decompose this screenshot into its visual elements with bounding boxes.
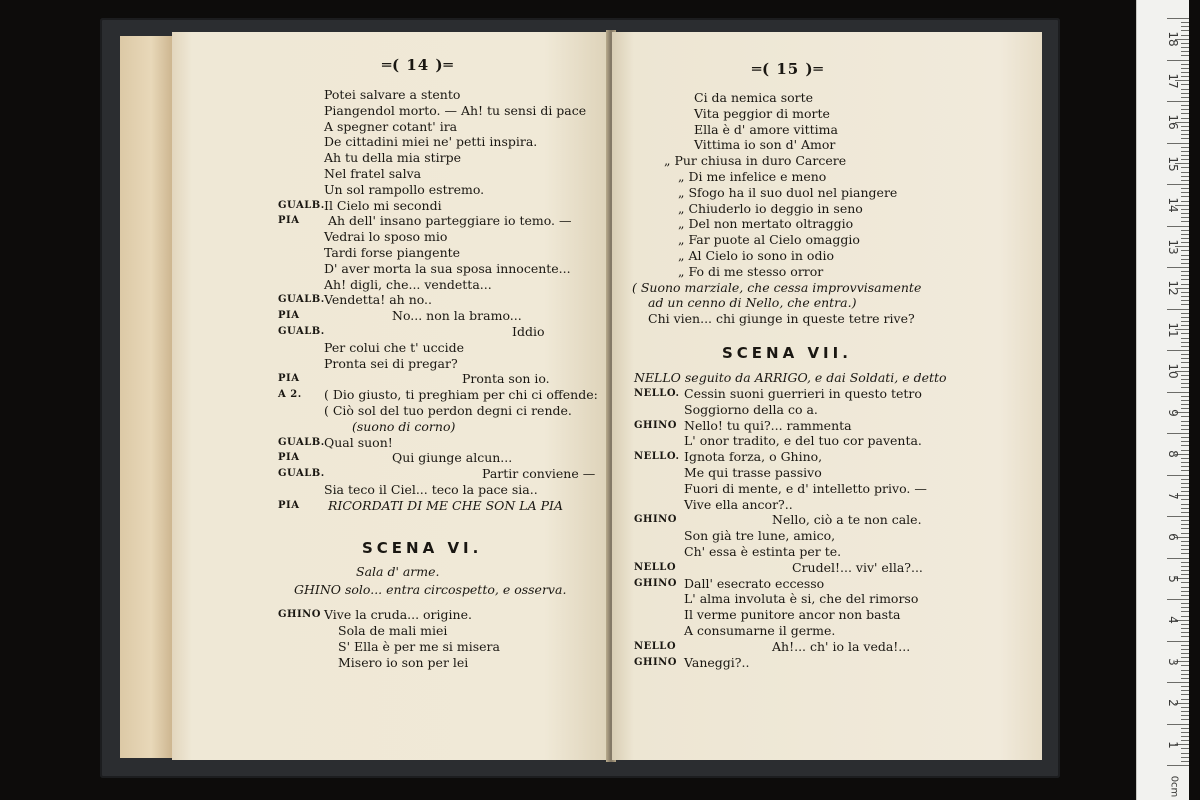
ruler-tick: [1167, 101, 1189, 102]
ruler-label: 1: [1166, 740, 1180, 749]
ruler-tick: [1181, 504, 1189, 505]
verse-line: Fuori di mente, e d' intelletto privo. —: [684, 480, 927, 496]
ruler-tick: [1167, 350, 1189, 351]
ruler-tick: [1181, 470, 1189, 471]
ruler-tick: [1181, 172, 1189, 173]
verse-line: Son già tre lune, amico,: [684, 528, 836, 544]
ruler-tick: [1181, 524, 1189, 525]
verse-line: (suono di corno): [352, 418, 456, 434]
ruler-tick: [1181, 674, 1189, 675]
ruler-tick: [1181, 151, 1189, 152]
ruler-tick: [1181, 653, 1189, 654]
ruler-tick: [1181, 611, 1189, 612]
verse-line: Vive la cruda... origine.: [324, 607, 472, 622]
ruler-label: 2: [1166, 699, 1180, 707]
ruler-tick: [1181, 379, 1189, 380]
verse-line: Sia teco il Ciel... teco la pace sia..: [324, 482, 538, 497]
verse-line: ( Suono marziale, che cessa improvvisamente: [632, 279, 922, 295]
page-number: ═( 14 )═: [382, 56, 454, 74]
speaker-label: GHINO: [278, 609, 322, 620]
ruler-tick: [1181, 458, 1189, 459]
verse-line: Un sol rampollo estremo.: [324, 181, 485, 197]
ruler-tick: [1181, 279, 1189, 280]
ruler-tick: [1181, 487, 1189, 488]
verse-line: L' onor tradito, e del tuo cor paventa.: [684, 433, 922, 449]
ruler-tick: [1181, 338, 1189, 339]
page-number: ═( 15 )═: [752, 60, 824, 78]
ruler-tick: [1167, 599, 1189, 600]
verse-line: Ah tu della mia stirpe: [324, 150, 462, 166]
ruler-tick: [1181, 387, 1189, 388]
ruler-tick: [1181, 271, 1189, 272]
ruler-tick: [1181, 628, 1189, 629]
speaker-label: NELLO: [634, 561, 677, 573]
ruler-tick: [1181, 188, 1189, 189]
verse-line: Pronta sei di pregar?: [324, 355, 458, 371]
ruler-tick: [1181, 304, 1189, 305]
ruler-tick: [1167, 60, 1189, 61]
speaker-label: GUALB.: [278, 436, 325, 448]
ruler-tick: [1181, 196, 1189, 197]
verse-line: Chi vien... chi giunge in queste tetre rive?: [648, 311, 915, 327]
verse-line: Il verme punitore ancor non basta: [684, 607, 901, 623]
ruler-tick: [1181, 55, 1189, 56]
ruler-tick: [1181, 670, 1189, 671]
verse-line: Nello, ciò a te non cale.: [772, 512, 922, 528]
verse-line: Ch' essa è estinta per te.: [684, 544, 842, 559]
verse-line: D' aver morta la sua sposa innocente...: [324, 260, 571, 276]
verse-line: Vive ella ancor?..: [684, 496, 793, 512]
ruler-tick: [1181, 566, 1189, 567]
verse-line: Me qui trasse passivo: [684, 465, 822, 480]
verse-line: Pronta son io.: [462, 371, 550, 387]
ruler-tick: [1181, 259, 1189, 260]
ruler-tick: [1181, 607, 1189, 608]
ruler-tick: [1181, 68, 1189, 69]
ruler-tick: [1181, 321, 1189, 322]
ruler-tick: [1181, 383, 1189, 384]
ruler-tick: [1181, 147, 1189, 148]
verse-line: Piangendol morto. — Ah! tu sensi di pace: [324, 102, 587, 118]
ruler-tick: [1181, 176, 1189, 177]
ruler-tick: [1181, 736, 1189, 737]
ruler-tick: [1181, 333, 1189, 334]
ruler-tick: [1181, 64, 1189, 65]
verse-line: „ Far puote al Cielo omaggio: [678, 232, 860, 248]
ruler-tick: [1181, 632, 1189, 633]
verse-line: Qual suon!: [324, 434, 393, 450]
ruler-tick: [1181, 342, 1189, 343]
ruler-label: 4: [1166, 616, 1180, 624]
ruler-tick: [1181, 562, 1189, 563]
ruler-label: 9: [1166, 408, 1180, 417]
verse-line: Vittima io son d' Amor: [694, 137, 836, 153]
ruler-tick: [1181, 375, 1189, 376]
ruler-tick: [1181, 508, 1189, 509]
verse-line: Dall' esecrato eccesso: [684, 575, 825, 591]
ruler-label: 3: [1166, 657, 1180, 666]
verse-line: Il Cielo mi secondi: [324, 197, 442, 213]
verse-line: „ Chiuderlo io deggio in seno: [678, 200, 863, 216]
ruler-tick: [1181, 255, 1189, 256]
ruler-tick: [1181, 591, 1189, 592]
ruler-tick: [1181, 587, 1189, 588]
scene-place: Sala d' arme.: [356, 564, 440, 579]
speaker-label: NELLO.: [634, 451, 680, 463]
ruler-tick: [1181, 167, 1189, 168]
ruler-tick: [1181, 553, 1189, 554]
ruler-tick: [1181, 238, 1189, 239]
verse-line: „ Sfogo ha il suo duol nel piangere: [678, 184, 898, 200]
ruler-tick: [1167, 765, 1189, 766]
ruler-tick: [1181, 450, 1189, 451]
ruler-tick: [1181, 603, 1189, 604]
ruler-tick: [1181, 479, 1189, 480]
ruler-tick: [1181, 421, 1189, 422]
ruler-tick: [1181, 43, 1189, 44]
verse-line: Ci da nemica sorte: [694, 90, 814, 105]
ruler-tick: [1181, 362, 1189, 363]
ruler-tick: [1181, 694, 1189, 695]
ruler-tick: [1181, 748, 1189, 749]
ruler-label: 15: [1166, 155, 1180, 172]
verse-line: De cittadini miei ne' petti inspira.: [324, 134, 538, 150]
ruler-tick: [1181, 296, 1189, 297]
ruler-tick: [1181, 466, 1189, 467]
ruler-tick: [1181, 275, 1189, 276]
ruler-tick: [1181, 396, 1189, 397]
ruler-tick: [1181, 118, 1189, 119]
ruler-tick: [1181, 520, 1189, 521]
ruler-tick: [1181, 711, 1189, 712]
ruler-tick: [1181, 761, 1189, 762]
ruler-tick: [1181, 757, 1189, 758]
verse-line: Ah! digli, che... vendetta...: [324, 276, 492, 292]
ruler-label: 11: [1166, 321, 1180, 338]
verse-line: RICORDATI DI ME CHE SON LA PIA: [328, 497, 563, 513]
ruler-tick: [1181, 325, 1189, 326]
ruler-tick: [1167, 309, 1189, 310]
ruler-tick: [1181, 636, 1189, 637]
ruler-tick: [1167, 516, 1189, 517]
ruler-tick: [1167, 475, 1189, 476]
ruler-tick: [1181, 645, 1189, 646]
speaker-label: GUALB.: [278, 199, 325, 211]
ruler-tick: [1181, 574, 1189, 575]
verse-line: Soggiorno della co a.: [684, 401, 818, 417]
ruler-tick: [1181, 753, 1189, 754]
ruler-tick: [1181, 582, 1189, 583]
verse-line: ad un cenno di Nello, che entra.): [648, 295, 857, 311]
ruler-tick: [1181, 313, 1189, 314]
ruler-tick: [1181, 570, 1189, 571]
ruler-tick: [1181, 213, 1189, 214]
page-edges: [120, 36, 172, 758]
ruler-tick: [1181, 678, 1189, 679]
ruler-label: 17: [1166, 72, 1180, 89]
verse-line: Misero io son per lei: [338, 655, 469, 670]
ruler-label: 7: [1166, 491, 1180, 500]
speaker-label: GUALB.: [278, 326, 325, 337]
ruler-unit: 0cm: [1168, 775, 1180, 798]
ruler-tick: [1181, 138, 1189, 139]
scene-heading: SCENA VII.: [722, 344, 852, 362]
verse-line: Sola de mali miei: [338, 623, 448, 638]
ruler-tick: [1181, 113, 1189, 114]
ruler-tick: [1167, 226, 1189, 227]
ruler-tick: [1181, 217, 1189, 218]
measuring-ruler: [1136, 0, 1189, 800]
ruler-tick: [1181, 665, 1189, 666]
ruler-tick: [1181, 491, 1189, 492]
speaker-label: GHINO: [634, 419, 678, 431]
ruler-tick: [1181, 528, 1189, 529]
verse-line: S' Ella è per me si misera: [338, 639, 500, 654]
ruler-tick: [1181, 616, 1189, 617]
ruler-tick: [1167, 682, 1189, 683]
ruler-tick: [1181, 732, 1189, 733]
verse-line: „ Pur chiusa in duro Carcere: [664, 153, 847, 169]
ruler-tick: [1181, 699, 1189, 700]
verse-line: Ah dell' insano parteggiare io temo. —: [328, 213, 572, 229]
ruler-tick: [1181, 715, 1189, 716]
verse-line: Qui giunge alcun...: [392, 450, 513, 466]
verse-line: Ella è d' amore vittima: [694, 121, 838, 137]
verse-line: A consumarne il germe.: [684, 623, 836, 638]
speaker-label: PIA: [278, 215, 300, 227]
verse-line: Partir conviene —: [482, 466, 596, 482]
ruler-tick: [1181, 541, 1189, 542]
ruler-tick: [1181, 441, 1189, 442]
ruler-tick: [1181, 483, 1189, 484]
verse-line: Per colui che t' uccide: [324, 339, 465, 355]
ruler-tick: [1181, 109, 1189, 110]
ruler-tick: [1181, 499, 1189, 500]
ruler-tick: [1181, 192, 1189, 193]
ruler-tick: [1181, 22, 1189, 23]
ruler-tick: [1181, 728, 1189, 729]
ruler-tick: [1181, 354, 1189, 355]
ruler-tick: [1181, 250, 1189, 251]
speaker-label: GUALB.: [278, 468, 325, 480]
ruler-tick: [1181, 284, 1189, 285]
ruler-tick: [1181, 105, 1189, 106]
ruler-tick: [1181, 549, 1189, 550]
ruler-tick: [1167, 641, 1189, 642]
verse-line: „ Di me infelice e meno: [678, 169, 827, 184]
speaker-label: GHINO: [634, 577, 678, 589]
ruler-tick: [1181, 51, 1189, 52]
ruler-tick: [1181, 126, 1189, 127]
ruler-tick: [1181, 317, 1189, 318]
ruler-tick: [1181, 367, 1189, 368]
ruler-tick: [1181, 47, 1189, 48]
ruler-tick: [1181, 595, 1189, 596]
ruler-tick: [1181, 72, 1189, 73]
ruler-label: 6: [1166, 533, 1180, 541]
ruler-tick: [1167, 724, 1189, 725]
scene-heading: SCENA VI.: [362, 539, 483, 557]
verse-line: A spegner cotant' ira: [324, 118, 458, 134]
ruler-tick: [1181, 533, 1189, 534]
verse-line: Iddio: [512, 324, 545, 339]
verse-line: Vendetta! ah no..: [324, 292, 433, 308]
ruler-tick: [1167, 392, 1189, 393]
ruler-label: 14: [1166, 197, 1180, 213]
ruler-tick: [1181, 93, 1189, 94]
ruler-tick: [1181, 26, 1189, 27]
ruler-tick: [1181, 649, 1189, 650]
ruler-tick: [1181, 221, 1189, 222]
ruler-tick: [1181, 740, 1189, 741]
ruler-tick: [1181, 408, 1189, 409]
verse-line: „ Fo di me stesso orror: [678, 263, 824, 279]
verse-line: Crudel!... viv' ella?...: [792, 559, 923, 575]
verse-line: Ignota forza, o Ghino,: [684, 449, 823, 465]
ruler-tick: [1167, 18, 1189, 19]
left-page: [172, 32, 610, 760]
verse-line: Vita peggior di morte: [694, 105, 830, 121]
speaker-label: NELLO.: [634, 388, 680, 399]
ruler-tick: [1181, 30, 1189, 31]
ruler-tick: [1181, 657, 1189, 658]
ruler-tick: [1181, 425, 1189, 426]
ruler-label: 5: [1166, 574, 1180, 583]
speaker-label: PIA: [278, 452, 300, 464]
verse-line: ( Ciò sol del tuo perdon degni ci rende.: [324, 403, 572, 418]
speaker-label: PIA: [278, 373, 300, 385]
ruler-tick: [1181, 445, 1189, 446]
verse-line: Ah!... ch' io la veda!...: [772, 638, 911, 654]
ruler-tick: [1181, 404, 1189, 405]
ruler-tick: [1181, 84, 1189, 85]
verse-line: Vaneggi?..: [684, 654, 750, 670]
speaker-label: GHINO: [634, 514, 678, 526]
speaker-label: GUALB.: [278, 294, 325, 306]
ruler-tick: [1181, 462, 1189, 463]
ruler-label: 8: [1166, 450, 1180, 458]
ruler-label: 12: [1166, 280, 1180, 296]
ruler-tick: [1181, 130, 1189, 131]
verse-line: ( Dio giusto, ti preghiam per chi ci offende:: [324, 387, 598, 403]
ruler-tick: [1181, 512, 1189, 513]
ruler-label: 16: [1166, 114, 1180, 130]
ruler-tick: [1181, 76, 1189, 77]
verse-line: „ Del non mertato oltraggio: [678, 216, 854, 232]
ruler-tick: [1181, 358, 1189, 359]
speaker-label: GHINO: [634, 656, 678, 668]
verse-line: „ Al Cielo io sono in odio: [678, 248, 834, 263]
ruler-tick: [1181, 300, 1189, 301]
ruler-tick: [1181, 686, 1189, 687]
ruler-tick: [1181, 346, 1189, 347]
speaker-label: NELLO: [634, 640, 677, 652]
ruler-tick: [1167, 184, 1189, 185]
ruler-tick: [1181, 155, 1189, 156]
ruler-tick: [1181, 719, 1189, 720]
verse-line: Vedrai lo sposo mio: [324, 229, 448, 245]
ruler-label: 18: [1166, 31, 1180, 47]
verse-line: Nello! tu qui?... rammenta: [684, 417, 852, 433]
ruler-tick: [1181, 416, 1189, 417]
ruler-tick: [1167, 433, 1189, 434]
right-page: [612, 32, 1042, 760]
ruler-tick: [1181, 89, 1189, 90]
ruler-tick: [1181, 180, 1189, 181]
verse-line: Potei salvare a stento: [324, 87, 461, 102]
speaker-label: PIA: [278, 499, 300, 511]
speaker-label: PIA: [278, 310, 300, 322]
ruler-tick: [1181, 230, 1189, 231]
ruler-tick: [1181, 437, 1189, 438]
ruler-tick: [1181, 545, 1189, 546]
ruler-tick: [1181, 201, 1189, 202]
ruler-tick: [1181, 400, 1189, 401]
ruler-label: 10: [1166, 363, 1180, 379]
verse-line: Tardi forse piangente: [324, 245, 461, 260]
ruler-tick: [1181, 134, 1189, 135]
verse-line: No... non la bramo...: [392, 308, 522, 324]
ruler-tick: [1181, 242, 1189, 243]
ruler-tick: [1181, 292, 1189, 293]
verse-line: Nel fratel salva: [324, 166, 422, 181]
verse-line: L' alma involuta è si, che del rimorso: [684, 591, 919, 607]
ruler-tick: [1181, 209, 1189, 210]
ruler-tick: [1181, 707, 1189, 708]
verse-line: Cessin suoni guerrieri in questo tetro: [684, 386, 922, 401]
ruler-tick: [1181, 159, 1189, 160]
ruler-tick: [1167, 558, 1189, 559]
ruler-tick: [1181, 97, 1189, 98]
ruler-label: 13: [1166, 238, 1180, 255]
ruler-tick: [1181, 690, 1189, 691]
ruler-tick: [1181, 234, 1189, 235]
speaker-label: A 2.: [278, 389, 302, 401]
ruler-tick: [1167, 267, 1189, 268]
ruler-tick: [1167, 143, 1189, 144]
stage-direction: NELLO seguito da ARRIGO, e dai Soldati, e detto: [634, 370, 947, 385]
ruler-tick: [1181, 263, 1189, 264]
stage-direction: GHINO solo... entra circospetto, e osserva.: [294, 582, 567, 597]
ruler-tick: [1181, 429, 1189, 430]
ruler-tick: [1181, 35, 1189, 36]
ruler-tick: [1181, 624, 1189, 625]
